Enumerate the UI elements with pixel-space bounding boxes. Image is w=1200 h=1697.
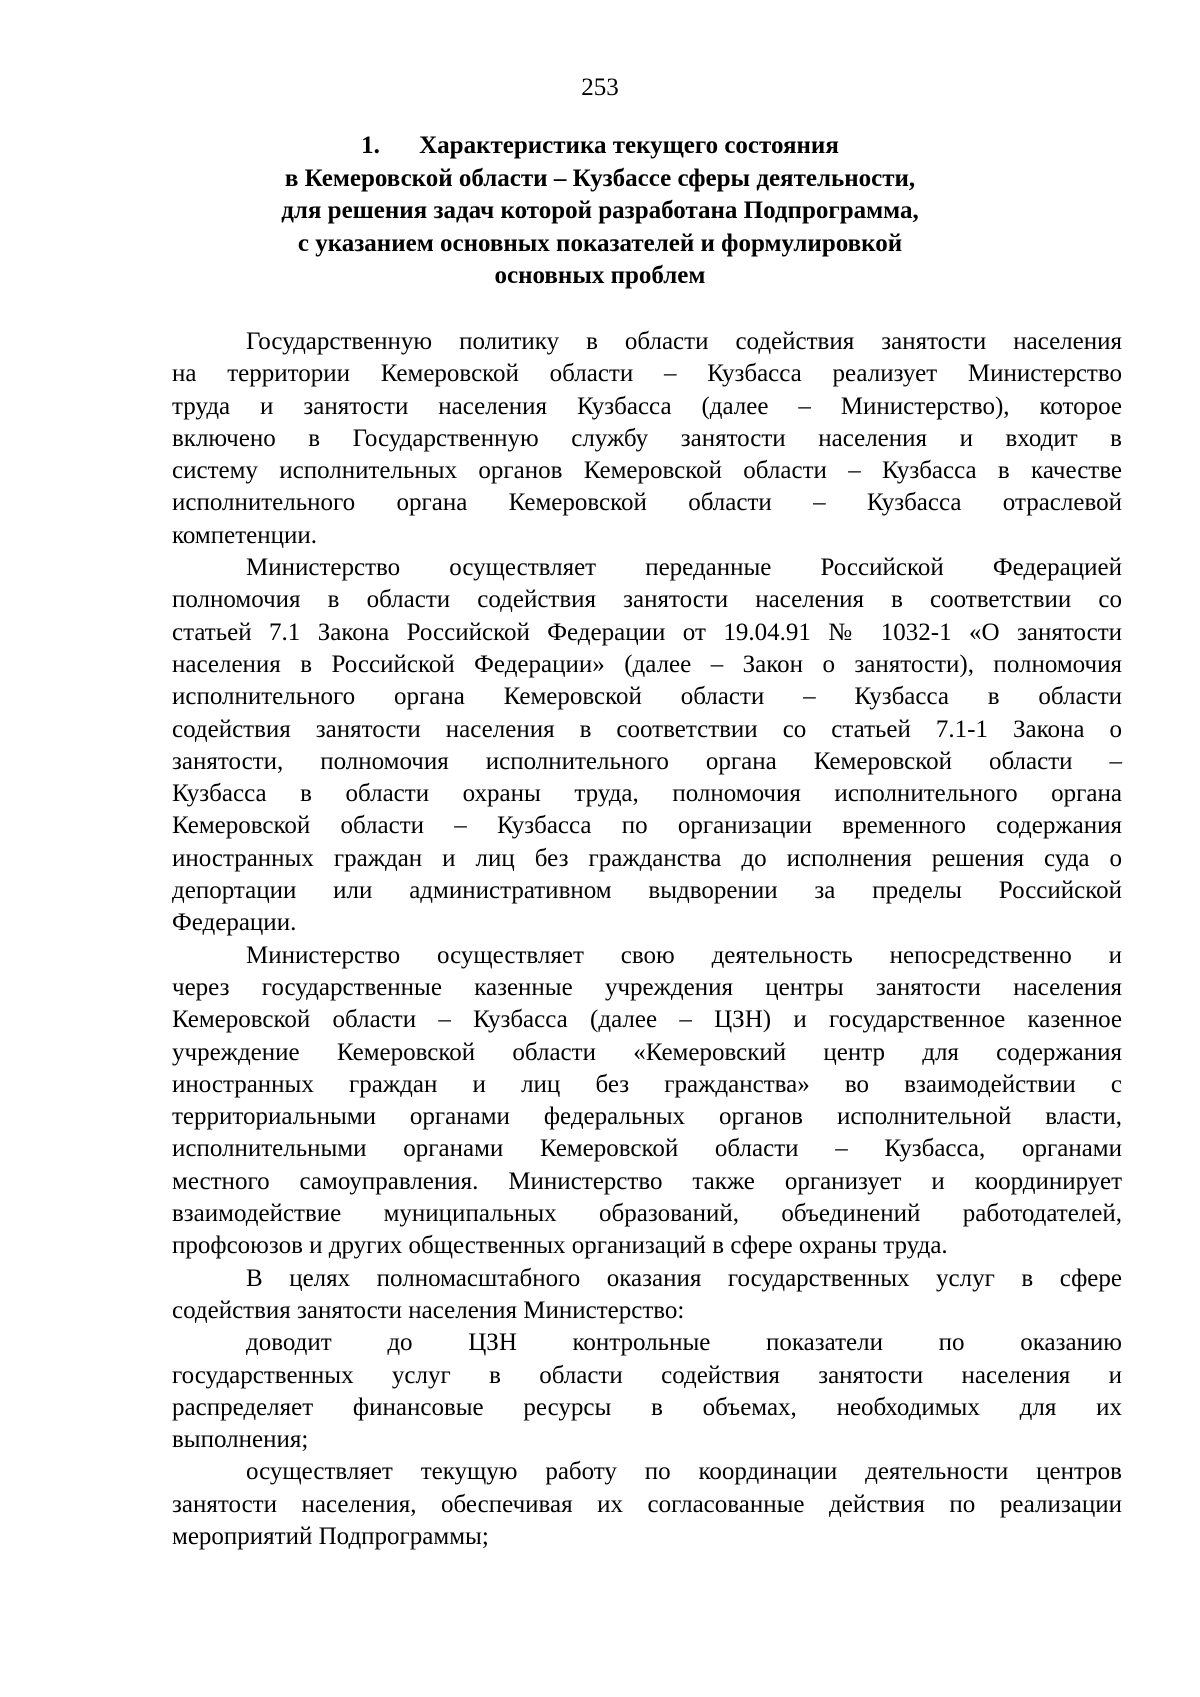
heading-line — [200, 130, 1000, 163]
text-line: взаимодействие муниципальных образований, объединений работодателей, — [172, 1200, 1122, 1228]
text-line: полномочия в области содействия занятости населения в соответствии со — [172, 586, 1122, 614]
text-line: занятости населения, обеспечивая их согласованные действия по реализации — [172, 1490, 1122, 1518]
text-line: исполнительными органами Кемеровской области – Кузбасса, органами — [172, 1135, 1122, 1163]
text-line: Федерации. — [172, 909, 297, 937]
body-text — [172, 326, 1122, 1553]
text-line: профсоюзов и других общественных организаций в сфере охраны труда. — [172, 1232, 948, 1260]
text-line: учреждение Кемеровской области «Кемеровский центр для содержания — [172, 1038, 1122, 1066]
text-line: труда и занятости населения Кузбасса (далее – Министерство), которое — [172, 392, 1122, 420]
text-line: государственных услуг в области содействия занятости населения и — [172, 1361, 1122, 1389]
text-line: мероприятий Подпрограммы; — [172, 1522, 489, 1550]
section-heading — [200, 130, 1000, 293]
text-line: Кемеровской области – Кузбасса по организации временного содержания — [172, 812, 1122, 840]
text-line: содействия занятости населения Министерство: — [172, 1296, 685, 1324]
text-line: местного самоуправления. Министерство также организует и координирует — [172, 1167, 1122, 1195]
heading-text: Характеристика текущего состояния — [419, 132, 839, 159]
text-line: Министерство осуществляет переданные Российской Федерацией — [246, 554, 1122, 582]
text-line: исполнительного органа Кемеровской области – Кузбасса отраслевой — [172, 489, 1122, 517]
text-line: Кемеровской области – Кузбасса (далее – ЦЗН) и государственное казенное — [172, 1006, 1122, 1034]
heading-line: для решения задач которой разработана Подпрограмма, — [281, 197, 919, 224]
heading-line: основных проблем — [494, 262, 706, 289]
text-line: компетенции. — [172, 521, 317, 549]
text-line: распределяет финансовые ресурсы в объемах, необходимых для их — [172, 1393, 1122, 1421]
text-line: осуществляет текущую работу по координации деятельности центров — [246, 1458, 1122, 1486]
text-line: Государственную политику в области содействия занятости населения — [246, 328, 1122, 355]
text-line: Кузбасса в области охраны труда, полномочия исполнительного органа — [172, 780, 1122, 808]
heading-line: в Кемеровской области – Кузбассе сферы деятельности, — [284, 164, 916, 192]
text-line: на территории Кемеровской области – Кузбасса реализует Министерство — [172, 360, 1122, 388]
text-line: систему исполнительных органов Кемеровской области – Кузбасса в качестве — [172, 457, 1122, 485]
text-line: депортации или административном выдворении за пределы Российской — [172, 877, 1122, 905]
text-line: В целях полномасштабного оказания государственных услуг в сфере — [246, 1264, 1122, 1292]
text-line: доводит до ЦЗН контрольные показатели по оказанию — [246, 1329, 1122, 1357]
text-line: иностранных граждан и лиц без гражданства до исполнения решения суда о — [172, 844, 1122, 872]
text-line: содействия занятости населения в соответствии со статьей 7.1-1 Закона о — [172, 715, 1122, 743]
text-line: иностранных граждан и лиц без гражданства» во взаимодействии с — [172, 1070, 1122, 1098]
text-line: включено в Государственную службу занятости населения и входит в — [172, 424, 1122, 452]
heading-number: 1. — [361, 132, 380, 159]
page-number: 253 — [581, 74, 619, 101]
heading-line: с указанием основных показателей и формулировкой — [297, 229, 903, 257]
text-line: населения в Российской Федерации» (далее – Закон о занятости), полномочия — [172, 650, 1122, 678]
text-line: исполнительного органа Кемеровской области – Кузбасса в области — [172, 683, 1122, 711]
text-line: через государственные казенные учреждения центры занятости населения — [172, 973, 1122, 1001]
text-line: выполнения; — [172, 1426, 309, 1454]
text-line: территориальными органами федеральных органов исполнительной власти, — [172, 1103, 1122, 1131]
text-line: занятости, полномочия исполнительного органа Кемеровской области – — [172, 747, 1122, 775]
text-line: статьей 7.1 Закона Российской Федерации от 19.04.91 № 1032-1 «О занятости — [172, 618, 1122, 646]
text-line: Министерство осуществляет свою деятельность непосредственно и — [246, 941, 1122, 969]
